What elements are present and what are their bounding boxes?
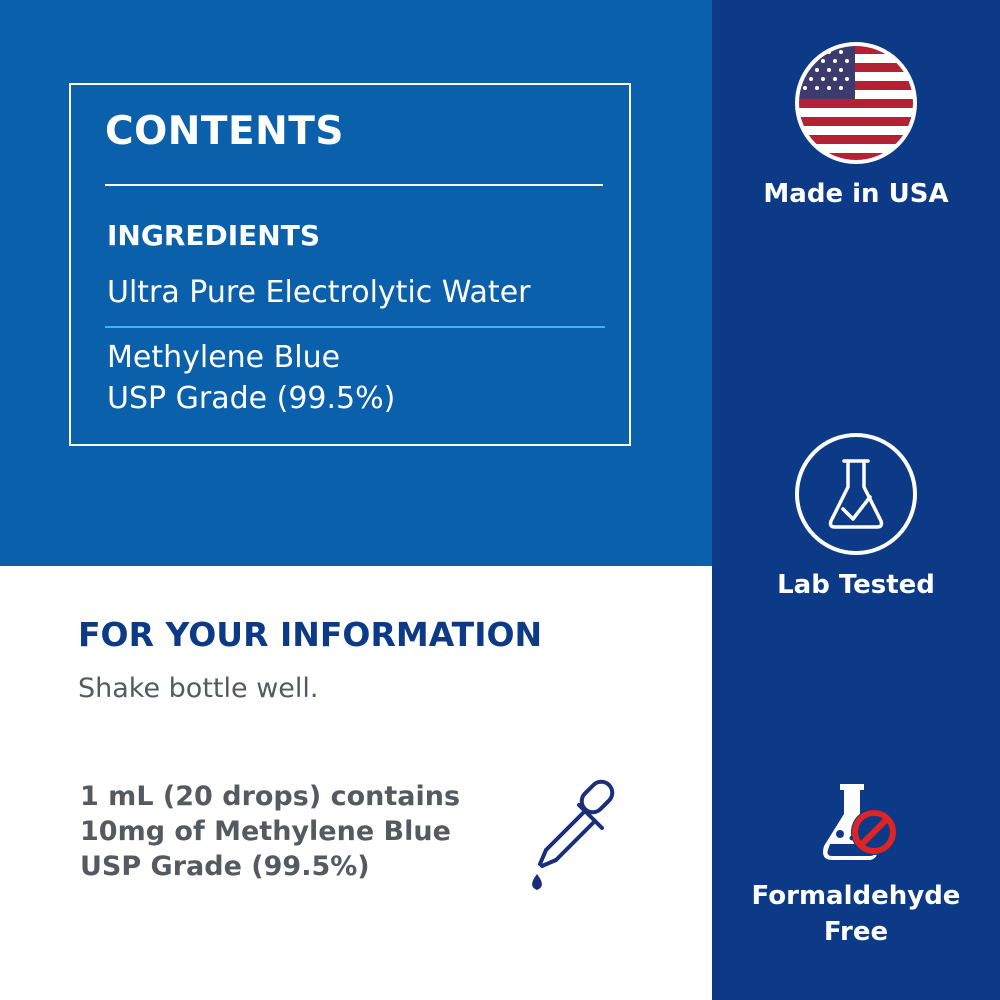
dose-text bbox=[80, 779, 460, 884]
badge-lab-tested bbox=[712, 431, 1000, 603]
contents-divider bbox=[105, 184, 603, 186]
badge-lab-tested-label bbox=[712, 567, 1000, 603]
badge-formaldehyde-text-line-1: Formaldehyde bbox=[751, 881, 961, 911]
dose-line-2: 10mg of Methylene Blue bbox=[80, 816, 451, 847]
info-text: Shake bottle well. bbox=[78, 673, 319, 704]
badge-made-in-usa bbox=[712, 40, 1000, 212]
dropper-icon bbox=[522, 776, 628, 894]
usa-flag-icon bbox=[793, 40, 919, 166]
ingredient-divider bbox=[105, 326, 605, 328]
badge-lab-tested-text: Lab Tested bbox=[777, 570, 935, 600]
contents-box bbox=[69, 83, 631, 446]
info-title: FOR YOUR INFORMATION bbox=[78, 615, 543, 654]
badge-formaldehyde-text-line-2: Free bbox=[823, 917, 889, 947]
lab-flask-check-icon bbox=[793, 431, 919, 557]
dose-line-1: 1 mL (20 drops) contains bbox=[80, 781, 461, 812]
contents-panel bbox=[0, 0, 712, 566]
dose-line-3: USP Grade (99.5%) bbox=[80, 851, 370, 882]
ingredient-water: Ultra Pure Electrolytic Water bbox=[107, 275, 531, 310]
ingredient-methylene-blue-line-1: Methylene Blue bbox=[107, 340, 341, 375]
flask-no-symbol-icon bbox=[806, 778, 906, 868]
badge-formaldehyde-free-label bbox=[712, 878, 1000, 950]
badge-made-in-usa-text: Made in USA bbox=[763, 179, 949, 209]
ingredient-methylene-blue bbox=[107, 337, 395, 419]
contents-title: CONTENTS bbox=[105, 109, 344, 154]
ingredient-methylene-blue-line-2: USP Grade (99.5%) bbox=[107, 381, 396, 416]
ingredients-heading: INGREDIENTS bbox=[107, 219, 321, 252]
badge-made-in-usa-label bbox=[712, 176, 1000, 212]
badge-formaldehyde-free bbox=[712, 778, 1000, 950]
